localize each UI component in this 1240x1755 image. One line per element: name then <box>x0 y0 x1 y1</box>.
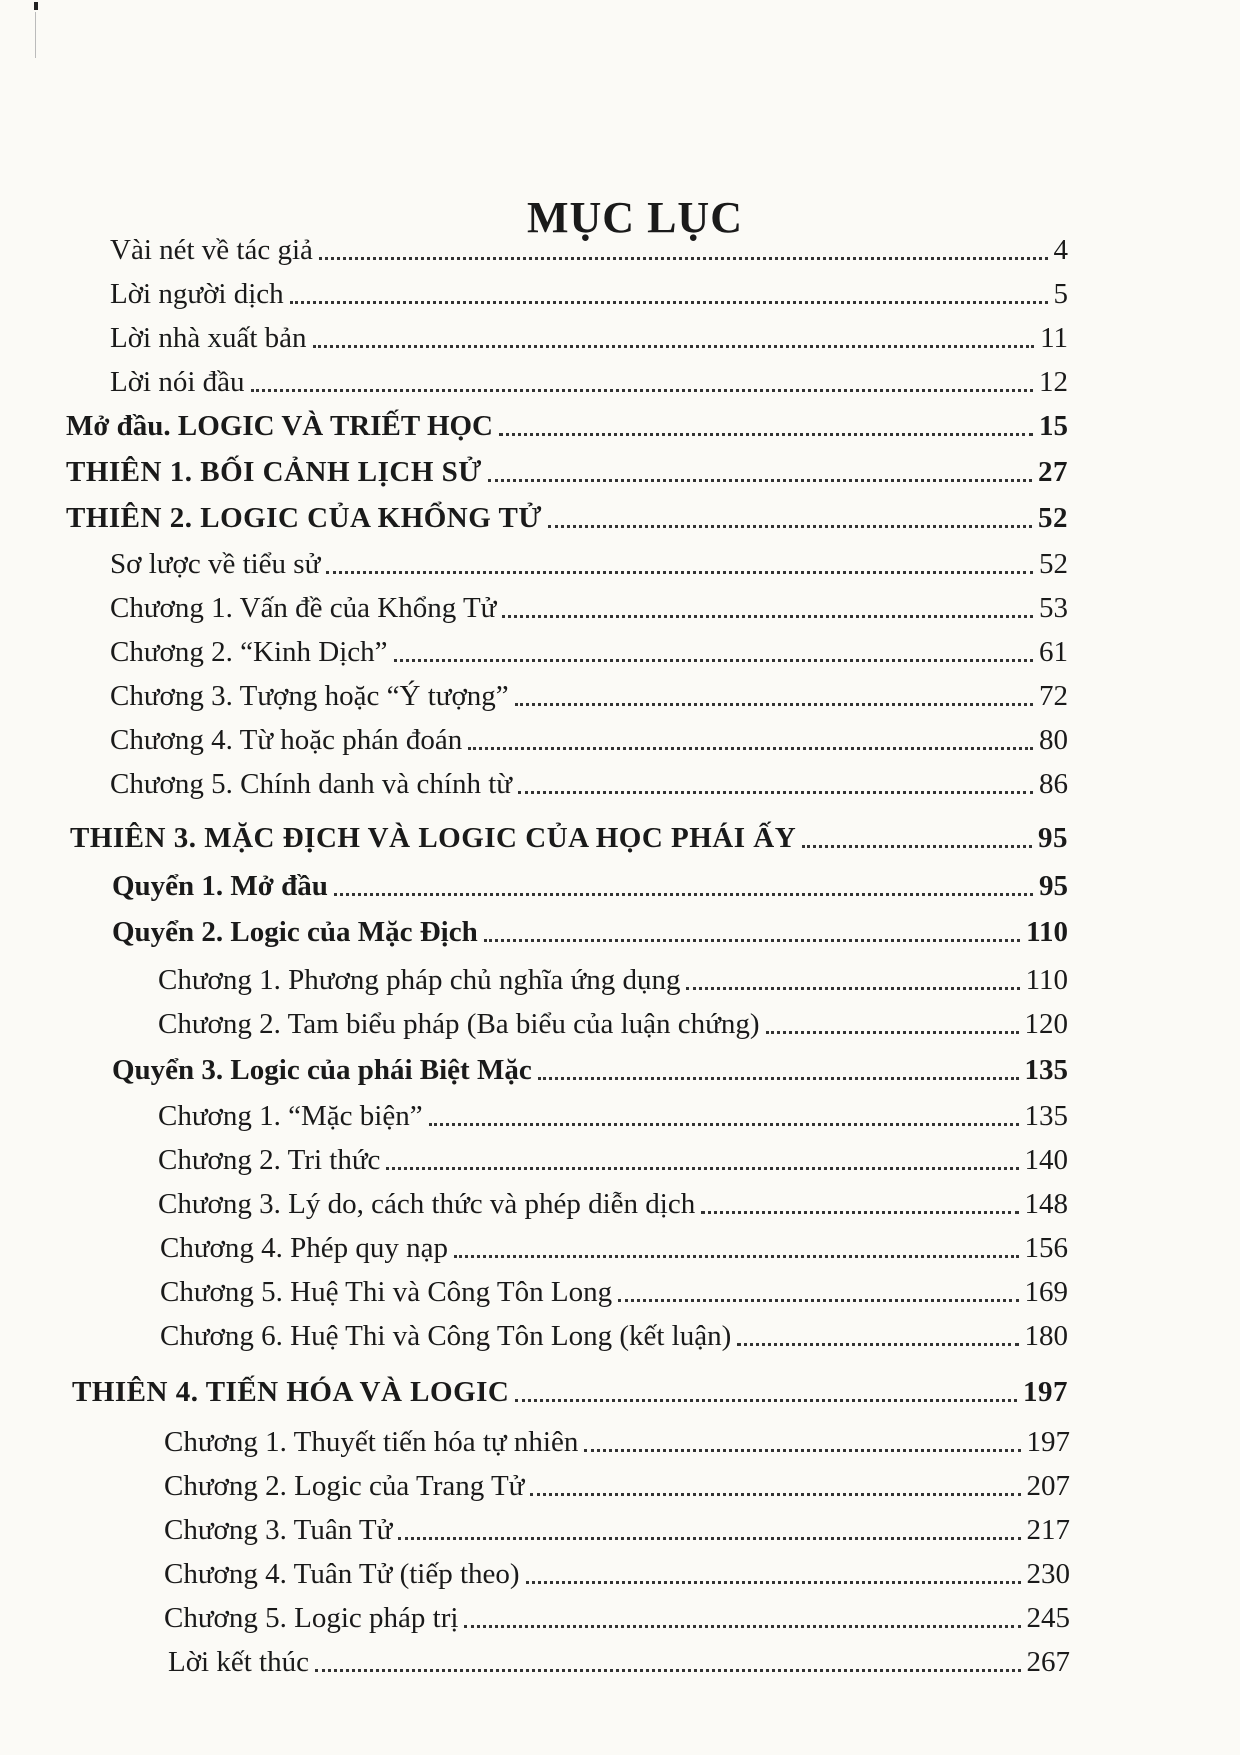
dot-leader <box>802 845 1032 848</box>
toc-entry-page-number: 110 <box>1026 916 1068 948</box>
toc-entry <box>110 548 1068 582</box>
toc-entry-page-number: 197 <box>1026 1426 1070 1458</box>
toc-entry <box>158 1100 1068 1134</box>
toc-entry <box>160 1276 1068 1310</box>
toc-entry-label: THIÊN 3. MẶC ĐỊCH VÀ LOGIC CỦA HỌC PHÁI ẤY <box>70 822 797 854</box>
toc-entry-label: Lời người dịch <box>110 278 284 310</box>
toc-entry-page-number: 95 <box>1038 822 1068 854</box>
toc-entry <box>66 456 1068 490</box>
toc-entry-label: Vài nét về tác giả <box>110 234 313 266</box>
dot-leader <box>315 1669 1021 1672</box>
dot-leader <box>484 939 1020 942</box>
dot-leader <box>584 1449 1020 1452</box>
toc-entry <box>158 1144 1068 1178</box>
toc-entry-label: Lời nói đầu <box>110 366 245 398</box>
toc-entry <box>110 724 1068 758</box>
toc-entry-page-number: 86 <box>1039 768 1068 800</box>
dot-leader <box>290 301 1048 304</box>
toc-entry <box>160 1320 1068 1354</box>
toc-entry-page-number: 135 <box>1024 1100 1068 1132</box>
dot-leader <box>518 791 1033 794</box>
toc-entry <box>110 680 1068 714</box>
toc-entry-page-number: 140 <box>1024 1144 1068 1176</box>
dot-leader <box>618 1299 1018 1302</box>
toc-entry-label: Chương 1. Vấn đề của Khổng Tử <box>110 592 497 624</box>
toc-entry <box>110 366 1068 400</box>
toc-entry-page-number: 197 <box>1023 1376 1068 1408</box>
toc-entry-label: Chương 4. Phép quy nạp <box>160 1232 449 1264</box>
toc-entry <box>110 322 1068 356</box>
toc-entry-label: Sơ lược về tiểu sử <box>110 548 321 580</box>
dot-leader <box>686 987 1019 990</box>
dot-leader <box>515 1399 1017 1402</box>
toc-entry-page-number: 217 <box>1026 1514 1070 1546</box>
toc-entry-label: Quyển 2. Logic của Mặc Địch <box>112 916 478 948</box>
toc-entry-label: Lời kết thúc <box>168 1646 309 1678</box>
toc-entry-page-number: 207 <box>1026 1470 1070 1502</box>
dot-leader <box>334 893 1033 896</box>
toc-entry-page-number: 80 <box>1039 724 1068 756</box>
toc-entry-label: Chương 1. Thuyết tiến hóa tự nhiên <box>164 1426 579 1458</box>
dot-leader <box>394 659 1033 662</box>
dot-leader <box>454 1255 1018 1258</box>
dot-leader <box>386 1167 1018 1170</box>
toc-entry-page-number: 267 <box>1026 1646 1070 1678</box>
toc-entry-label: Chương 5. Huệ Thi và Công Tôn Long <box>160 1276 613 1308</box>
toc-entry <box>112 1054 1068 1088</box>
toc-entry-label: Lời nhà xuất bản <box>110 322 307 354</box>
toc-entry-page-number: 27 <box>1038 456 1068 488</box>
toc-entry-label: Chương 3. Lý do, cách thức và phép diễn dịch <box>158 1188 696 1220</box>
toc-entry-label: Chương 6. Huệ Thi và Công Tôn Long (kết luận) <box>160 1320 732 1352</box>
dot-leader <box>251 389 1033 392</box>
dot-leader <box>701 1211 1018 1214</box>
dot-leader <box>538 1077 1019 1080</box>
toc-entry-label: THIÊN 1. BỐI CẢNH LỊCH SỬ <box>66 456 482 488</box>
toc-entry-label: THIÊN 4. TIẾN HÓA VÀ LOGIC <box>72 1376 510 1408</box>
toc-entry <box>158 964 1068 998</box>
dot-leader <box>737 1343 1018 1346</box>
toc-entry <box>164 1602 1070 1636</box>
toc-entry-page-number: 156 <box>1024 1232 1068 1264</box>
toc-entry-label: Mở đầu. LOGIC VÀ TRIẾT HỌC <box>66 410 493 442</box>
toc-entry-page-number: 180 <box>1024 1320 1068 1352</box>
toc-entry-page-number: 148 <box>1024 1188 1068 1220</box>
toc-entry-label: Chương 1. “Mặc biện” <box>158 1100 423 1132</box>
toc-entry-label: Chương 2. Tri thức <box>158 1144 381 1176</box>
toc-entry-page-number: 5 <box>1053 278 1068 310</box>
toc-entry-label: Chương 2. Tam biểu pháp (Ba biểu của luận chứng) <box>158 1008 760 1040</box>
toc-entry-page-number: 245 <box>1026 1602 1070 1634</box>
dot-leader <box>526 1581 1021 1584</box>
toc-entry <box>158 1188 1068 1222</box>
toc-entry <box>66 410 1068 444</box>
toc-entry <box>164 1426 1070 1460</box>
toc-entry-label: Chương 5. Chính danh và chính từ <box>110 768 512 800</box>
toc-entry <box>160 1232 1068 1266</box>
toc-entry <box>110 278 1068 312</box>
toc-entry <box>110 234 1068 268</box>
toc-entry-label: Chương 4. Từ hoặc phán đoán <box>110 724 463 756</box>
toc-entry-page-number: 52 <box>1038 502 1068 534</box>
toc-entry-page-number: 72 <box>1039 680 1068 712</box>
dot-leader <box>515 703 1033 706</box>
dot-leader <box>429 1123 1019 1126</box>
toc-entry <box>112 870 1068 904</box>
toc-entry-page-number: 135 <box>1024 1054 1068 1086</box>
dot-leader <box>499 433 1033 436</box>
dot-leader <box>488 479 1032 482</box>
toc-entry-page-number: 230 <box>1026 1558 1070 1590</box>
toc-entry-label: Chương 3. Tuân Tử <box>164 1514 393 1546</box>
toc-entry-label: Quyển 3. Logic của phái Biệt Mặc <box>112 1054 532 1086</box>
toc-entry <box>164 1514 1070 1548</box>
page-title: MỤC LỤC <box>527 193 743 242</box>
toc-entry-page-number: 52 <box>1039 548 1068 580</box>
dot-leader <box>464 1625 1020 1628</box>
toc-entry-page-number: 95 <box>1039 870 1068 902</box>
toc-entry-label: Chương 3. Tượng hoặc “Ý tượng” <box>110 680 509 712</box>
toc-entry-label: Chương 4. Tuân Tử (tiếp theo) <box>164 1558 520 1590</box>
dot-leader <box>468 747 1033 750</box>
toc-entry-page-number: 15 <box>1039 410 1068 442</box>
toc-entry-label: Chương 2. “Kinh Dịch” <box>110 636 388 668</box>
dot-leader <box>319 257 1048 260</box>
toc-entry-label: Chương 2. Logic của Trang Tử <box>164 1470 525 1502</box>
toc-entry-page-number: 169 <box>1024 1276 1068 1308</box>
dot-leader <box>398 1537 1020 1540</box>
toc-entry-page-number: 12 <box>1039 366 1068 398</box>
dot-leader <box>530 1493 1020 1496</box>
toc-entry-page-number: 61 <box>1039 636 1068 668</box>
dot-leader <box>502 615 1033 618</box>
toc-entry <box>66 502 1068 536</box>
toc-entry-page-number: 110 <box>1025 964 1068 996</box>
dot-leader <box>326 571 1033 574</box>
toc-entry <box>72 1376 1068 1410</box>
dot-leader <box>313 345 1035 348</box>
toc-entry-label: Chương 5. Logic pháp trị <box>164 1602 459 1634</box>
toc-entry-page-number: 11 <box>1040 322 1068 354</box>
toc-entry <box>158 1008 1068 1042</box>
toc-entry-page-number: 120 <box>1024 1008 1068 1040</box>
toc-entry-label: Chương 1. Phương pháp chủ nghĩa ứng dụng <box>158 964 681 996</box>
toc-entry-label: THIÊN 2. LOGIC CỦA KHỔNG TỬ <box>66 502 542 534</box>
scan-edge-mark <box>34 2 38 58</box>
toc-entry <box>164 1558 1070 1592</box>
toc-entry <box>112 916 1068 950</box>
toc-entry-label: Quyển 1. Mở đầu <box>112 870 328 902</box>
toc-entry <box>168 1646 1070 1680</box>
toc-entry <box>110 592 1068 626</box>
toc-entry <box>110 636 1068 670</box>
toc-entry-page-number: 53 <box>1039 592 1068 624</box>
toc-entry <box>70 822 1068 856</box>
toc-entry-page-number: 4 <box>1053 234 1068 266</box>
dot-leader <box>766 1031 1019 1034</box>
dot-leader <box>548 525 1032 528</box>
toc-entry <box>110 768 1068 802</box>
toc-entry <box>164 1470 1070 1504</box>
